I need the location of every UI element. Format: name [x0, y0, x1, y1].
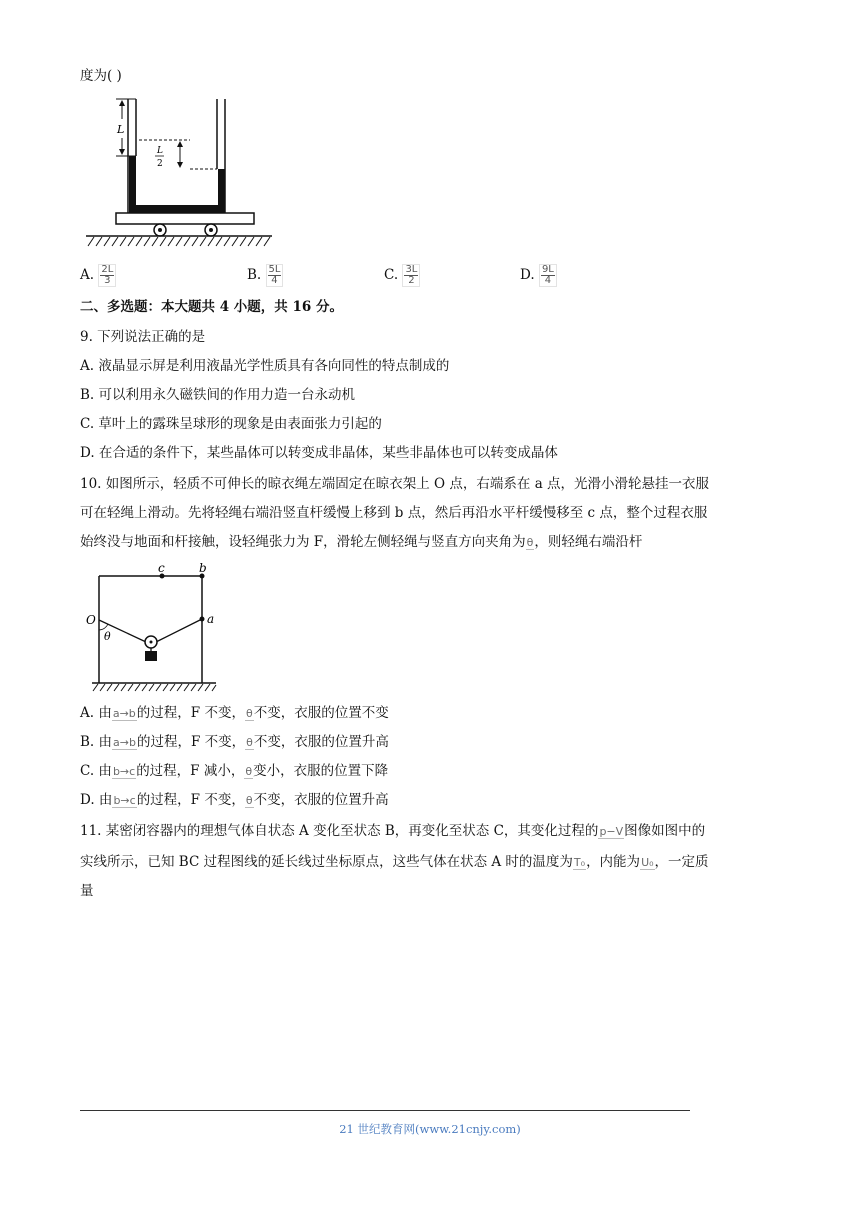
q8-option-c[interactable]: C. $\frac{3L}{2}$: [384, 264, 420, 287]
q11-stem-line2: 实线所示，已知 BC 过程图线的延长线过坐标原点，这些气体在状态 A 时的温度为T₀，内能为U₀，一定质: [80, 854, 709, 870]
fig-label-half-num: L: [157, 146, 163, 156]
fig-label-O: O: [86, 613, 96, 627]
clothes-rack-figure: [84, 562, 224, 692]
fig-label-c: c: [158, 562, 165, 575]
q8-option-b-fraction: $\frac{5L}{4}$: [266, 264, 284, 287]
q8-stem-tail: 度为( ): [80, 68, 122, 84]
q10-option-c[interactable]: C. 由b→c的过程，F 减小，θ变小，衣服的位置下降: [80, 763, 389, 779]
q11-stem-line3: 量: [80, 883, 94, 899]
q9-option-a[interactable]: A. 液晶显示屏是利用液晶光学性质具有各向同性的特点制成的: [80, 358, 450, 374]
q10-stem-line1: 10. 如图所示，轻质不可伸长的晾衣绳左端固定在晾衣架上 O 点，右端系在 a 点，光滑小滑轮悬挂一衣服: [80, 476, 710, 492]
q11-stem-line1: 11. 某密闭容器内的理想气体自状态 A 变化至状态 B，再变化至状态 C，其变化过程的p−V图像如图中的: [80, 823, 706, 839]
q9-option-d[interactable]: D. 在合适的条件下，某些晶体可以转变成非晶体，某些非晶体也可以转变成晶体: [80, 445, 558, 461]
q8-option-a[interactable]: A. $\frac{2L}{3}$: [80, 264, 116, 287]
q10-option-d[interactable]: D. 由b→c的过程，F 不变，θ不变，衣服的位置升高: [80, 792, 389, 808]
fig-label-a: a: [207, 612, 215, 626]
q8-option-a-fraction: $\frac{2L}{3}$: [98, 264, 116, 287]
q10-option-a[interactable]: A. 由a→b的过程，F 不变，θ不变，衣服的位置不变: [80, 705, 389, 721]
footer-link[interactable]: 21 世纪教育网(www.21cnjy.com): [339, 1122, 521, 1136]
q10-stem-line2: 可在轻绳上滑动。先将轻绳右端沿竖直杆缓慢上移到 b 点，然后再沿水平杆缓慢移至 c 点，整个过程衣服: [80, 505, 708, 521]
q9-option-b[interactable]: B. 可以利用永久磁铁间的作用力造一台永动机: [80, 387, 356, 403]
q9-stem: 9. 下列说法正确的是: [80, 329, 206, 345]
u-tube-cart-figure: [84, 96, 274, 248]
footer-divider: [80, 1110, 690, 1111]
q10-stem-line3: 始终没与地面和杆接触，设轻绳张力为 F，滑轮左侧轻绳与竖直方向夹角为θ，则轻绳右端沿杆: [80, 534, 643, 550]
fig-label-b: b: [199, 562, 207, 575]
q8-option-d[interactable]: D. $\frac{9L}{4}$: [520, 264, 557, 287]
fig-label-L: L: [117, 123, 125, 136]
q10-option-b[interactable]: B. 由a→b的过程，F 不变，θ不变，衣服的位置升高: [80, 734, 389, 750]
section-heading: 二、多选题：本大题共 4 小题，共 16 分。: [80, 299, 343, 315]
q8-option-d-fraction: $\frac{9L}{4}$: [539, 264, 557, 287]
q8-option-b[interactable]: B. $\frac{5L}{4}$: [247, 264, 283, 287]
q8-option-c-fraction: $\frac{3L}{2}$: [402, 264, 420, 287]
theta-symbol: θ: [526, 536, 534, 549]
fig-label-half-den: 2: [157, 159, 163, 169]
fig-label-theta: θ: [104, 630, 111, 643]
q9-option-c[interactable]: C. 草叶上的露珠呈球形的现象是由表面张力引起的: [80, 416, 382, 432]
